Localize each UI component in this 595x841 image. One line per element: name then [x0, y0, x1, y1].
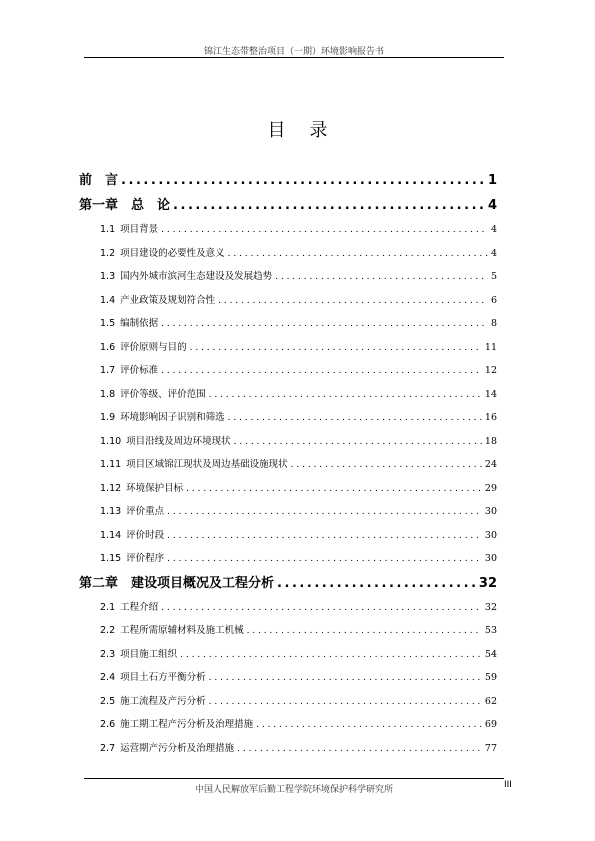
toc-page-number: 32: [478, 575, 497, 591]
toc-leader-dots: [291, 454, 482, 478]
toc-section-title: 产业政策及规划符合性: [120, 294, 216, 306]
toc-section-number: 1.14: [100, 529, 122, 541]
toc-section-number: 2.5: [100, 695, 116, 707]
toc-chapter-1[interactable]: [79, 193, 497, 218]
toc-section-title: 项目土石方平衡分析: [120, 672, 206, 683]
toc-chapter-label: 前 言: [79, 173, 119, 188]
toc-page-number: 32: [484, 601, 497, 613]
toc-section-number: 2.1: [100, 601, 116, 613]
toc-leader-dots: [167, 501, 482, 525]
toc-leader-dots: [167, 525, 482, 549]
toc-section-label: [100, 713, 253, 737]
toc-section-title: 项目区域锦江现状及周边基础设施现状: [126, 459, 288, 470]
toc-section-1-6[interactable]: [79, 336, 497, 360]
toc-leader-dots: [121, 168, 485, 193]
toc-page-number: 14: [484, 388, 497, 400]
toc-section-title: 评价程序: [126, 553, 165, 564]
toc-section-1-10[interactable]: [79, 430, 497, 454]
toc-section-label: [100, 289, 215, 313]
toc-section-label: [100, 383, 206, 407]
toc-section-label: [100, 265, 272, 289]
toc-chapter-preface[interactable]: [79, 168, 497, 193]
toc-section-title: 环境保护目标: [126, 482, 184, 494]
toc-section-2-1[interactable]: [79, 596, 497, 620]
toc-section-1-15[interactable]: [79, 547, 497, 571]
toc-chapter-2-sections: [79, 596, 497, 761]
toc-page-number: 29: [484, 482, 497, 494]
toc-leader-dots: [234, 431, 482, 455]
page-title: 目录: [267, 120, 352, 141]
toc-section-label: [100, 453, 288, 477]
toc-section-number: 1.8: [100, 388, 116, 400]
toc-page-number: 59: [484, 672, 497, 683]
toc-leader-dots: [209, 691, 482, 715]
toc-leader-dots: [186, 478, 482, 502]
toc-section-number: 2.6: [100, 719, 116, 730]
toc-leader-dots: [173, 193, 485, 218]
toc-section-label: [100, 524, 164, 548]
toc-section-1-1[interactable]: [79, 218, 497, 242]
toc-section-number: 1.4: [100, 294, 116, 306]
toc-section-1-11[interactable]: [79, 453, 497, 477]
toc-page-number: 30: [484, 529, 497, 541]
toc-leader-dots: [256, 714, 482, 738]
toc-section-1-3[interactable]: [79, 265, 497, 289]
toc-page-number: 11: [484, 341, 497, 353]
toc-section-2-4[interactable]: [79, 666, 497, 690]
toc-page-number: 16: [484, 412, 497, 423]
toc-page-number: 4: [490, 247, 497, 259]
toc-section-1-4[interactable]: [79, 289, 497, 313]
page-number: III: [504, 780, 512, 790]
toc-section-number: 1.7: [100, 365, 116, 376]
toc-section-label: [100, 690, 206, 714]
toc-page-number: 54: [484, 648, 497, 660]
toc-section-2-7[interactable]: [79, 737, 497, 761]
toc-section-number: 2.4: [100, 672, 116, 683]
toc-section-number: 1.12: [100, 482, 122, 494]
toc-page-number: 4: [487, 198, 497, 213]
toc-section-1-5[interactable]: [79, 312, 497, 336]
toc-page-number: 12: [484, 365, 497, 376]
toc-leader-dots: [161, 597, 482, 621]
toc-section-1-12[interactable]: [79, 477, 497, 501]
toc-page-number: 30: [484, 553, 497, 564]
toc-section-number: 1.5: [100, 318, 116, 329]
toc-leader-dots: [247, 620, 482, 644]
running-footer: 中国人民解放军后勤工程学院环境保护科学研究所: [194, 785, 393, 795]
toc-section-label: [100, 477, 183, 501]
toc-leader-dots: [277, 571, 476, 596]
toc-section-number: 1.1: [100, 224, 116, 235]
toc-chapter-2[interactable]: [79, 571, 497, 596]
toc-section-number: 2.7: [100, 742, 116, 754]
toc-section-2-2[interactable]: [79, 619, 497, 643]
toc-section-1-14[interactable]: [79, 524, 497, 548]
toc-section-1-2[interactable]: [79, 242, 497, 266]
toc-section-title: 工程介绍: [120, 601, 159, 613]
toc-leader-dots: [228, 407, 482, 431]
toc-chapter-label: 第一章 总 论: [79, 198, 171, 213]
toc-section-title: 项目建设的必要性及意义: [120, 247, 225, 259]
toc-page-number: 69: [484, 719, 497, 730]
header-divider: [84, 57, 504, 58]
toc-leader-dots: [161, 313, 488, 337]
toc-page-number: 24: [484, 459, 497, 470]
toc-page-number: 1: [487, 173, 497, 188]
toc-section-number: 1.9: [100, 412, 116, 423]
toc-section-title: 施工期工程产污分析及治理措施: [120, 719, 254, 730]
toc-section-title: 运营期产污分析及治理措施: [120, 742, 235, 754]
table-of-contents: [79, 168, 497, 760]
toc-section-title: 项目背景: [120, 224, 159, 235]
toc-section-title: 项目施工组织: [120, 648, 178, 660]
toc-leader-dots: [209, 667, 482, 691]
toc-page-number: 5: [490, 271, 497, 282]
toc-section-number: 1.6: [100, 341, 116, 353]
toc-chapter-1-sections: [79, 218, 497, 571]
toc-section-title: 工程所需原辅材料及施工机械: [120, 625, 244, 636]
toc-section-title: 评价等级、评价范围: [120, 388, 206, 400]
toc-section-number: 1.3: [100, 271, 116, 282]
toc-section-label: [100, 359, 158, 383]
toc-leader-dots: [275, 266, 488, 290]
toc-section-number: 2.2: [100, 625, 116, 636]
toc-section-label: [100, 666, 206, 690]
toc-section-label: [100, 336, 187, 360]
toc-section-title: 编制依据: [120, 318, 159, 329]
toc-leader-dots: [228, 243, 488, 267]
footer-divider: [84, 778, 504, 779]
toc-section-label: [100, 430, 231, 454]
toc-page-number: 18: [484, 435, 497, 447]
toc-section-1-13[interactable]: [79, 500, 497, 524]
toc-section-1-9[interactable]: [79, 406, 497, 430]
toc-section-title: 评价时段: [126, 529, 165, 541]
toc-section-number: 1.11: [100, 459, 122, 470]
toc-page-number: 4: [490, 224, 497, 235]
toc-section-2-6[interactable]: [79, 713, 497, 737]
toc-section-number: 1.10: [100, 435, 122, 447]
toc-section-label: [100, 406, 225, 430]
toc-page-number: 62: [484, 695, 497, 707]
toc-section-title: 评价原则与目的: [120, 341, 187, 353]
toc-section-2-3[interactable]: [79, 643, 497, 667]
toc-leader-dots: [237, 738, 482, 762]
toc-section-number: 1.15: [100, 553, 122, 564]
toc-section-label: [100, 619, 244, 643]
toc-section-label: [100, 643, 177, 667]
toc-section-number: 1.13: [100, 506, 122, 517]
toc-leader-dots: [209, 384, 482, 408]
toc-section-number: 1.2: [100, 247, 116, 259]
toc-leader-dots: [161, 219, 488, 243]
toc-section-2-5[interactable]: [79, 690, 497, 714]
toc-section-1-7[interactable]: [79, 359, 497, 383]
toc-leader-dots: [218, 290, 488, 314]
toc-section-number: 2.3: [100, 648, 116, 660]
toc-leader-dots: [161, 360, 482, 384]
toc-section-label: [100, 218, 158, 242]
toc-section-label: [100, 312, 158, 336]
toc-section-label: [100, 500, 164, 524]
toc-section-title: 环境影响因子识别和筛选: [120, 412, 225, 423]
toc-leader-dots: [167, 548, 482, 572]
running-header: 锦江生态带整治项目（一期）环境影响报告书: [203, 47, 384, 57]
toc-page-number: 8: [490, 318, 497, 329]
toc-section-title: 施工流程及产污分析: [120, 695, 206, 707]
toc-section-title: 评价标准: [120, 365, 159, 376]
toc-section-title: 评价重点: [126, 506, 165, 517]
toc-section-label: [100, 737, 234, 761]
toc-leader-dots: [190, 337, 482, 361]
toc-page-number: 6: [490, 294, 497, 306]
toc-section-title: 国内外城市滨河生态建设及发展趋势: [120, 271, 273, 282]
toc-page-number: 30: [484, 506, 497, 517]
toc-section-label: [100, 547, 164, 571]
toc-page-number: 77: [484, 742, 497, 754]
toc-section-label: [100, 596, 158, 620]
toc-section-title: 项目沿线及周边环境现状: [126, 435, 231, 447]
toc-leader-dots: [180, 644, 482, 668]
toc-section-1-8[interactable]: [79, 383, 497, 407]
toc-section-label: [100, 242, 225, 266]
toc-page-number: 53: [484, 625, 497, 636]
toc-chapter-label: 第二章 建设项目概况及工程分析: [79, 575, 275, 591]
